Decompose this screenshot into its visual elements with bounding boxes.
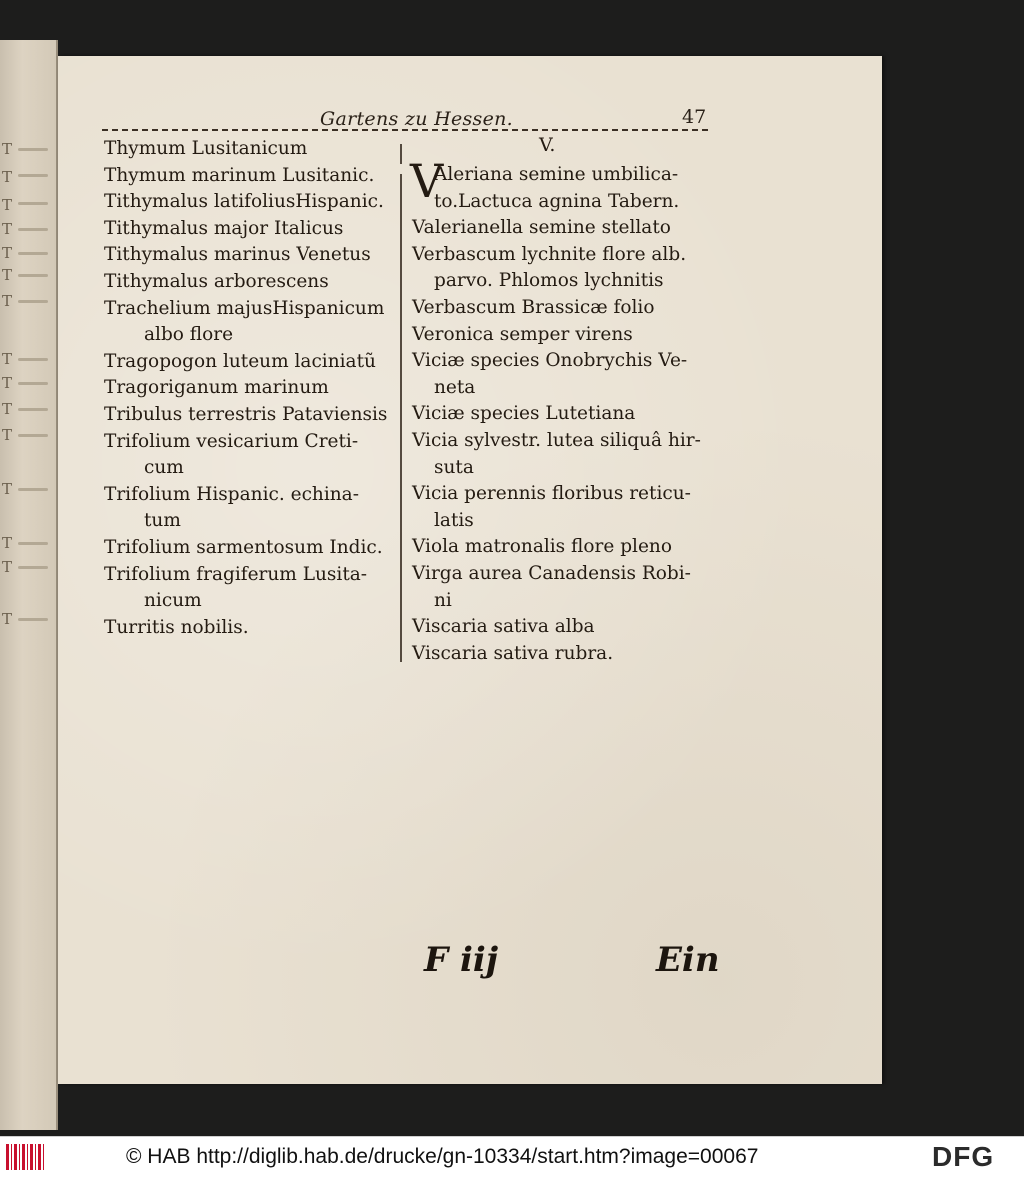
list-item: Aleriana semine umbilica- (434, 164, 679, 185)
edge-mark: T (2, 610, 13, 628)
list-item: Viscaria sativa rubra. (412, 642, 614, 664)
edge-mark: T (2, 350, 13, 368)
header-rule (102, 129, 708, 131)
list-item: Tragopogon luteum laciniatũ (104, 350, 376, 372)
list-item: neta (434, 376, 476, 398)
edge-mark: T (2, 140, 13, 158)
edge-text-line (18, 408, 48, 411)
list-item: Trifolium fragiferum Lusita- (104, 563, 368, 585)
list-item: nicum (144, 590, 202, 612)
edge-text-line (18, 382, 48, 385)
list-item: Trifolium vesicarium Creti- (104, 430, 359, 452)
list-item: parvo. Phlomos lychnitis (434, 270, 664, 292)
list-item: Tithymalus arborescens (104, 270, 329, 292)
list-item: Tithymalus marinus Venetus (104, 244, 371, 266)
barcode-icon (6, 1144, 46, 1170)
edge-text-line (18, 618, 48, 621)
edge-text-line (18, 300, 48, 303)
list-item: latis (434, 509, 474, 531)
list-item: tum (144, 510, 181, 532)
drop-cap-initial: V (410, 154, 444, 208)
list-item: Trifolium Hispanic. echina- (104, 483, 359, 505)
section-heading: V. (539, 134, 556, 156)
list-item: Vicia perennis floribus reticu- (412, 483, 691, 505)
list-item: suta (434, 456, 474, 478)
running-head: Gartens zu Hessen. (320, 108, 514, 130)
footer-bar (0, 1136, 1024, 1177)
list-item: Verbascum Brassicæ folio (412, 296, 655, 318)
list-item: cum (144, 457, 184, 479)
list-item: to.Lactuca agnina Tabern. (434, 190, 680, 212)
list-item: Viciæ species Onobrychis Ve- (412, 350, 688, 372)
edge-mark: T (2, 220, 13, 238)
edge-text-line (18, 542, 48, 545)
edge-mark: T (2, 374, 13, 392)
list-item: ni (434, 589, 452, 611)
left-column (104, 136, 400, 641)
list-item: Thymum Lusitanicum (104, 138, 308, 159)
edge-text-line (18, 566, 48, 569)
edge-text-line (18, 274, 48, 277)
edge-text-line (18, 228, 48, 231)
edge-mark: T (2, 534, 13, 552)
list-item: Viscaria sativa alba (412, 616, 595, 638)
edge-mark: T (2, 244, 13, 262)
edge-mark: T (2, 480, 13, 498)
edge-text-line (18, 434, 48, 437)
edge-mark: T (2, 292, 13, 310)
list-item: Tithymalus latifoliusHispanic. (104, 191, 384, 213)
list-item: Virga aurea Canadensis Robi- (412, 562, 691, 584)
edge-mark: T (2, 558, 13, 576)
edge-text-line (18, 148, 48, 151)
list-item: Trachelium majusHispanicum (104, 297, 385, 319)
page-number: 47 (682, 106, 707, 128)
list-item: Thymum marinum Lusitanic. (104, 164, 375, 186)
edge-text-line (18, 174, 48, 177)
edge-mark: T (2, 196, 13, 214)
list-item: Trifolium sarmentosum Indic. (104, 536, 383, 558)
list-item: Veronica semper virens (412, 323, 633, 345)
list-item: Verbascum lychnite flore alb. (412, 243, 687, 265)
edge-mark: T (2, 426, 13, 444)
left-page-edges (0, 40, 58, 1130)
column-divider (400, 144, 402, 662)
list-item: albo flore (144, 324, 234, 346)
list-item: Vicia sylvestr. lutea siliquâ hir- (412, 429, 701, 451)
edge-mark: T (2, 400, 13, 418)
right-column (412, 162, 708, 667)
catchword: Ein (656, 940, 720, 980)
list-item: Tithymalus major Italicus (104, 217, 344, 239)
signature-mark: F iij (424, 940, 499, 980)
list-item: Tribulus terrestris Pataviensis (104, 403, 388, 425)
list-item: Tragoriganum marinum (104, 377, 329, 399)
list-item: Viola matronalis flore pleno (412, 536, 672, 558)
edge-text-line (18, 488, 48, 491)
dfg-logo: DFG (932, 1141, 995, 1172)
footer-credit-link[interactable]: © HAB http://diglib.hab.de/drucke/gn-10334/start.htm?image=00067 (126, 1145, 759, 1168)
list-item: Turritis nobilis. (104, 616, 249, 638)
edge-mark: T (2, 266, 13, 284)
list-item: Valerianella semine stellato (412, 217, 671, 239)
list-item: Viciæ species Lutetiana (412, 403, 636, 425)
edge-mark: T (2, 168, 13, 186)
edge-text-line (18, 202, 48, 205)
edge-text-line (18, 358, 48, 361)
edge-text-line (18, 252, 48, 255)
